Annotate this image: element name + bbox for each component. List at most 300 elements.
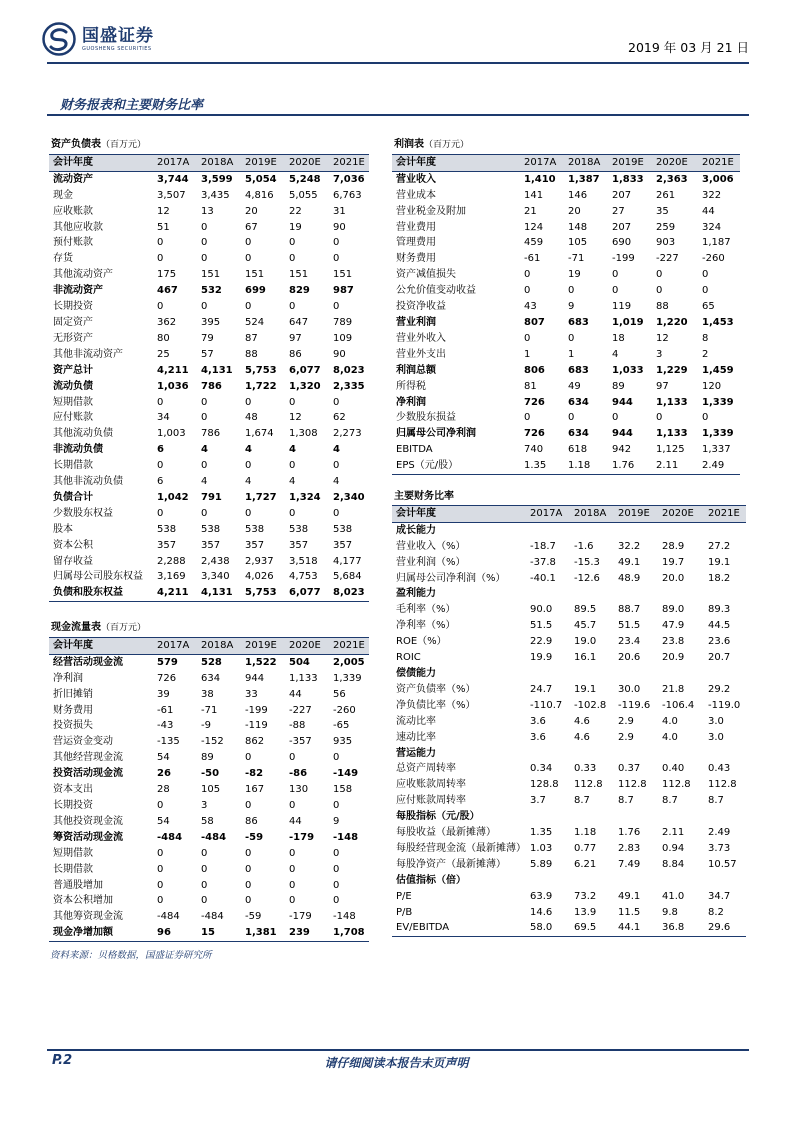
cell-value: 0 bbox=[333, 799, 340, 811]
cell-value: 112.8 bbox=[708, 779, 737, 791]
table-row bbox=[49, 554, 369, 570]
cell-value: 259 bbox=[656, 221, 676, 233]
cell-value: 1,308 bbox=[289, 428, 318, 440]
header-label: 会计年度 bbox=[392, 154, 520, 171]
cell-value: 28 bbox=[157, 784, 170, 796]
cell-value: 324 bbox=[702, 221, 722, 233]
cell-value: -88 bbox=[289, 720, 306, 732]
table-row bbox=[49, 506, 369, 522]
cell-value: 79 bbox=[201, 332, 214, 344]
cell-value: 0 bbox=[524, 412, 531, 424]
row-label: 财务费用 bbox=[396, 253, 436, 265]
cell-value: 3.73 bbox=[708, 842, 731, 854]
cell-value: 3.0 bbox=[708, 731, 724, 743]
table-row bbox=[49, 395, 369, 411]
cell-value: 459 bbox=[524, 237, 544, 249]
cell-value: 80 bbox=[157, 332, 170, 344]
cell-value: 207 bbox=[612, 189, 632, 201]
cell-value: 112.8 bbox=[574, 779, 603, 791]
section-title: 财务报表和主要财务比率 bbox=[60, 98, 204, 113]
cell-value: -61 bbox=[157, 704, 174, 716]
cell-value: 6 bbox=[157, 476, 164, 488]
row-label: 少数股东损益 bbox=[396, 412, 456, 424]
cell-value: 87 bbox=[245, 332, 258, 344]
table-row bbox=[49, 909, 369, 925]
cell-value: 987 bbox=[333, 285, 354, 297]
cell-value: 63.9 bbox=[530, 890, 553, 902]
row-label: 净负债比率（%） bbox=[396, 699, 476, 711]
row-label: 短期借款 bbox=[53, 396, 93, 408]
row-label: 利润总额 bbox=[396, 364, 436, 376]
cell-value: 6,077 bbox=[285, 585, 329, 601]
cell-value: 807 bbox=[524, 316, 545, 328]
cell-value bbox=[658, 666, 704, 682]
row-label: 所得税 bbox=[396, 380, 426, 392]
cell-value: 1,133 bbox=[656, 428, 688, 440]
cell-value: -484 bbox=[157, 831, 183, 843]
row-label: 盈利能力 bbox=[396, 588, 436, 600]
cell-value: 43 bbox=[524, 301, 537, 313]
table-unit: （百万元） bbox=[101, 623, 147, 633]
cell-value: 22 bbox=[289, 205, 302, 217]
cell-value: 1,339 bbox=[702, 428, 734, 440]
cell-value: -40.1 bbox=[530, 572, 556, 584]
cell-value: 3.7 bbox=[530, 795, 546, 807]
table-row bbox=[392, 363, 740, 379]
cell-value: 5,054 bbox=[245, 173, 277, 185]
cell-value: 128.8 bbox=[530, 779, 559, 791]
row-label: 应付账款 bbox=[53, 412, 93, 424]
table-header-row bbox=[392, 505, 746, 522]
cell-value: 261 bbox=[656, 189, 676, 201]
cell-value: 2.83 bbox=[618, 842, 641, 854]
row-label: 存货 bbox=[53, 253, 73, 265]
cell-value: 0 bbox=[289, 396, 296, 408]
cell-value: 62 bbox=[333, 412, 346, 424]
cell-value: 1.18 bbox=[564, 458, 608, 474]
table-row bbox=[49, 458, 369, 474]
cell-value: 362 bbox=[157, 316, 177, 328]
cell-value: 0 bbox=[702, 269, 709, 281]
row-label: 财务费用 bbox=[53, 704, 93, 716]
report-date: 2019 年 03 月 21 日 bbox=[628, 40, 749, 55]
row-label: 偿债能力 bbox=[396, 667, 436, 679]
cell-value: 8.7 bbox=[662, 795, 678, 807]
row-label: 负债和股东权益 bbox=[49, 585, 153, 601]
cell-value: 0 bbox=[245, 879, 252, 891]
cell-value: 34 bbox=[157, 412, 170, 424]
header-year: 2018A bbox=[197, 154, 241, 171]
table-row bbox=[49, 585, 369, 601]
cell-value: 467 bbox=[157, 285, 178, 297]
cell-value: 44 bbox=[289, 688, 302, 700]
cell-value: -50 bbox=[201, 768, 220, 780]
cell-value: 18.2 bbox=[708, 572, 731, 584]
cell-value: 20.9 bbox=[662, 652, 685, 664]
cell-value: 683 bbox=[568, 364, 589, 376]
row-label: 股本 bbox=[53, 523, 73, 535]
cell-value: 0 bbox=[245, 237, 252, 249]
cell-value: 89.3 bbox=[708, 604, 731, 616]
cell-value: 20 bbox=[245, 205, 258, 217]
cell-value: 3,507 bbox=[157, 189, 186, 201]
cell-value: 89 bbox=[612, 380, 625, 392]
cell-value: 30.0 bbox=[618, 683, 641, 695]
table-row bbox=[392, 347, 740, 363]
cell-value: 58.0 bbox=[526, 920, 570, 936]
cell-value: 0 bbox=[333, 507, 340, 519]
row-label: 每股指标（元/股） bbox=[396, 811, 480, 823]
cell-value: 1,674 bbox=[245, 428, 274, 440]
row-label: 净利率（%） bbox=[396, 620, 456, 632]
row-label: ROIC bbox=[396, 652, 421, 664]
table-row bbox=[49, 687, 369, 703]
cell-value: 0 bbox=[157, 863, 164, 875]
row-label: 投资损失 bbox=[53, 720, 93, 732]
cell-value bbox=[614, 666, 658, 682]
table-row bbox=[49, 188, 369, 204]
header-year: 2017A bbox=[520, 154, 564, 171]
cell-value: 4,131 bbox=[201, 364, 233, 376]
cell-value: 726 bbox=[157, 672, 177, 684]
cell-value: 4 bbox=[201, 476, 208, 488]
cell-value: -106.4 bbox=[662, 699, 695, 711]
cell-value: 0.43 bbox=[708, 763, 731, 775]
table-row bbox=[392, 379, 740, 395]
logo-name: 国盛证券 bbox=[82, 26, 154, 46]
header-year: 2019E bbox=[614, 505, 658, 522]
cell-value: 7,036 bbox=[333, 173, 365, 185]
cell-value: 504 bbox=[289, 656, 310, 668]
row-label: 每股净资产（最新摊薄） bbox=[396, 858, 506, 870]
row-label: 非流动资产 bbox=[53, 285, 103, 297]
cell-value: 357 bbox=[157, 539, 177, 551]
cell-value: 0 bbox=[201, 253, 208, 265]
cell-value: 34.7 bbox=[708, 890, 731, 902]
income-statement-table bbox=[392, 137, 740, 475]
cell-value: 1,036 bbox=[157, 380, 189, 392]
cell-value: 146 bbox=[568, 189, 588, 201]
cell-value: 57 bbox=[201, 348, 214, 360]
cell-value: 4,753 bbox=[289, 571, 318, 583]
cell-value: 49.1 bbox=[618, 556, 641, 568]
cell-value: 48 bbox=[245, 412, 258, 424]
cell-value: 48.9 bbox=[618, 572, 641, 584]
row-label: 每股收益（最新摊薄） bbox=[396, 827, 496, 839]
footer-disclaimer: 请仔细阅读本报告末页声明 bbox=[324, 1056, 469, 1070]
cell-value: 786 bbox=[201, 428, 221, 440]
table-row bbox=[392, 634, 746, 650]
cell-value: 791 bbox=[201, 491, 222, 503]
cell-value bbox=[570, 586, 614, 602]
table-row bbox=[392, 920, 746, 936]
cell-value: 151 bbox=[201, 269, 221, 281]
cell-value: 0 bbox=[289, 752, 296, 764]
cell-value: 1,522 bbox=[245, 656, 277, 668]
cell-value: 0 bbox=[612, 269, 619, 281]
cell-value: 357 bbox=[245, 539, 265, 551]
row-label: 现金净增加额 bbox=[49, 925, 153, 941]
cell-value: 1,339 bbox=[333, 672, 362, 684]
cell-value: 1,410 bbox=[524, 173, 556, 185]
cell-value: 944 bbox=[612, 428, 633, 440]
cell-value: 1.18 bbox=[574, 827, 597, 839]
row-label: 净利润 bbox=[396, 396, 426, 408]
row-label: 资本公积 bbox=[53, 539, 93, 551]
cell-value: 395 bbox=[201, 316, 221, 328]
cell-value: -135 bbox=[157, 736, 180, 748]
cell-value: 1,387 bbox=[568, 173, 600, 185]
cell-value: 90 bbox=[333, 221, 346, 233]
cell-value: 0 bbox=[157, 396, 164, 408]
cell-value: 96 bbox=[153, 925, 197, 941]
cell-value bbox=[614, 873, 658, 889]
cell-value: 2.11 bbox=[652, 458, 698, 474]
cell-value: 0 bbox=[157, 301, 164, 313]
cell-value: 726 bbox=[524, 396, 545, 408]
row-label: 应收账款周转率 bbox=[396, 779, 466, 791]
cell-value: 4 bbox=[333, 476, 340, 488]
logo-icon bbox=[42, 22, 76, 56]
cell-value: 88 bbox=[656, 301, 669, 313]
cell-value: 789 bbox=[333, 316, 353, 328]
cell-value: 2.49 bbox=[698, 458, 740, 474]
cell-value: -37.8 bbox=[530, 556, 556, 568]
row-label: 折旧摊销 bbox=[53, 688, 93, 700]
cell-value: 44.1 bbox=[614, 920, 658, 936]
cell-value: 4 bbox=[201, 444, 208, 456]
cell-value: 1,381 bbox=[241, 925, 285, 941]
cell-value: 3.0 bbox=[708, 715, 724, 727]
cell-value: 0 bbox=[568, 285, 575, 297]
header-year: 2021E bbox=[329, 637, 369, 654]
row-label: P/B bbox=[396, 906, 413, 918]
cell-value: 14.6 bbox=[530, 906, 553, 918]
financial-ratios-table bbox=[392, 489, 746, 937]
cash-flow-table bbox=[49, 620, 369, 942]
row-label: 长期借款 bbox=[53, 460, 93, 472]
cell-value: 51.5 bbox=[618, 620, 641, 632]
row-label: 资产负债率（%） bbox=[396, 683, 476, 695]
section-divider bbox=[47, 114, 749, 116]
cell-value: -12.6 bbox=[574, 572, 600, 584]
cell-value: 4 bbox=[245, 444, 252, 456]
cell-value: -15.3 bbox=[574, 556, 600, 568]
cell-value bbox=[614, 586, 658, 602]
row-label: 营业外支出 bbox=[396, 348, 446, 360]
table-row bbox=[392, 730, 746, 746]
cell-value: 8,023 bbox=[333, 364, 365, 376]
table-row bbox=[392, 171, 740, 187]
cell-value: 44 bbox=[289, 815, 302, 827]
cell-value: 44.5 bbox=[708, 620, 731, 632]
cell-value: 2,005 bbox=[333, 656, 365, 668]
cell-value: 0 bbox=[289, 253, 296, 265]
footer-divider bbox=[47, 1049, 749, 1051]
cell-value: 3.6 bbox=[530, 731, 546, 743]
cell-value: 0 bbox=[702, 412, 709, 424]
cell-value: 86 bbox=[245, 815, 258, 827]
cell-value: 0 bbox=[201, 507, 208, 519]
cell-value: 7.49 bbox=[618, 858, 641, 870]
table-row bbox=[392, 571, 746, 587]
row-label: 速动比率 bbox=[396, 731, 436, 743]
cell-value: 119 bbox=[612, 301, 632, 313]
cell-value: 4.6 bbox=[574, 731, 590, 743]
cell-value: 8.7 bbox=[618, 795, 634, 807]
cell-value: 13 bbox=[201, 205, 214, 217]
cell-value: 2,937 bbox=[245, 555, 274, 567]
cell-value: 4.0 bbox=[662, 731, 678, 743]
cell-value: -71 bbox=[201, 704, 218, 716]
row-label: 短期借款 bbox=[53, 847, 93, 859]
cell-value: 89 bbox=[201, 752, 214, 764]
cell-value: 109 bbox=[333, 332, 353, 344]
cell-value: 0 bbox=[524, 285, 531, 297]
cell-value: 33 bbox=[245, 688, 258, 700]
cell-value: 49.1 bbox=[618, 890, 641, 902]
cell-value: 151 bbox=[333, 269, 353, 281]
row-label: 营业利润（%） bbox=[396, 556, 466, 568]
cell-value: 634 bbox=[568, 396, 589, 408]
table-row bbox=[392, 746, 746, 762]
cell-value: 15 bbox=[197, 925, 241, 941]
cell-value bbox=[614, 522, 658, 538]
table-row bbox=[49, 522, 369, 538]
cell-value: 5,753 bbox=[245, 364, 277, 376]
cell-value: 683 bbox=[568, 316, 589, 328]
header-year: 2021E bbox=[704, 505, 746, 522]
cell-value: 0 bbox=[524, 332, 531, 344]
cell-value bbox=[570, 666, 614, 682]
cell-value: 1,042 bbox=[157, 491, 189, 503]
cell-value: 0 bbox=[201, 847, 208, 859]
row-label: 营业收入 bbox=[396, 173, 436, 185]
cell-value: 0 bbox=[333, 863, 340, 875]
table-title-row bbox=[392, 489, 746, 505]
table-title-row bbox=[392, 137, 740, 154]
cell-value: -484 bbox=[201, 831, 227, 843]
cell-value bbox=[658, 522, 704, 538]
cell-value: 19.0 bbox=[574, 636, 597, 648]
row-label: 负债合计 bbox=[53, 491, 93, 503]
header-year: 2017A bbox=[153, 637, 197, 654]
table-row bbox=[49, 347, 369, 363]
table-row bbox=[392, 889, 746, 905]
table-row bbox=[392, 666, 746, 682]
row-label: 筹资活动现金流 bbox=[53, 831, 123, 843]
cell-value bbox=[704, 666, 746, 682]
table-row bbox=[392, 793, 746, 809]
cell-value: 538 bbox=[157, 523, 177, 535]
cell-value: 69.5 bbox=[570, 920, 614, 936]
row-label: 营运能力 bbox=[396, 747, 436, 759]
cell-value bbox=[570, 809, 614, 825]
cell-value: 0 bbox=[157, 799, 164, 811]
cell-value: 58 bbox=[201, 815, 214, 827]
cell-value: -260 bbox=[702, 253, 725, 265]
row-label: 资产减值损失 bbox=[396, 269, 456, 281]
cell-value: 0 bbox=[157, 253, 164, 265]
cell-value: -199 bbox=[245, 704, 268, 716]
table-row bbox=[49, 474, 369, 490]
cell-value: 0.34 bbox=[530, 763, 553, 775]
cell-value: -110.7 bbox=[530, 699, 563, 711]
row-label: 管理费用 bbox=[396, 237, 436, 249]
cell-value: 3 bbox=[656, 348, 663, 360]
cell-value: 5.89 bbox=[530, 858, 553, 870]
table-row bbox=[392, 777, 746, 793]
row-label: 营业成本 bbox=[396, 189, 436, 201]
source-note: 资料来源：贝格数据，国盛证券研究所 bbox=[50, 950, 212, 961]
cell-value bbox=[704, 873, 746, 889]
cell-value: 942 bbox=[612, 444, 632, 456]
table-row bbox=[49, 654, 369, 670]
table-row bbox=[392, 650, 746, 666]
cell-value: 28.9 bbox=[662, 540, 685, 552]
cell-value: 1,459 bbox=[702, 364, 734, 376]
cell-value: 4 bbox=[289, 444, 296, 456]
cell-value: 2,363 bbox=[656, 173, 688, 185]
table-row bbox=[392, 539, 746, 555]
row-label: 固定资产 bbox=[53, 316, 93, 328]
cell-value: 12 bbox=[157, 205, 170, 217]
cell-value: 10.57 bbox=[708, 858, 737, 870]
brand-logo bbox=[42, 22, 154, 56]
table-row bbox=[392, 761, 746, 777]
table-row bbox=[49, 734, 369, 750]
cell-value: 532 bbox=[201, 285, 222, 297]
header-year: 2018A bbox=[570, 505, 614, 522]
cell-value: 726 bbox=[524, 428, 545, 440]
cell-value: 3 bbox=[201, 799, 208, 811]
cell-value: 1,722 bbox=[245, 380, 277, 392]
cell-value: 5,684 bbox=[333, 571, 362, 583]
cell-value: 39 bbox=[157, 688, 170, 700]
cell-value: 54 bbox=[157, 815, 170, 827]
row-label: 营业利润 bbox=[396, 316, 436, 328]
cell-value: 112.8 bbox=[662, 779, 691, 791]
cell-value: 0 bbox=[157, 237, 164, 249]
table-row bbox=[49, 782, 369, 798]
table-row bbox=[49, 410, 369, 426]
cell-value bbox=[704, 809, 746, 825]
cell-value: 862 bbox=[245, 736, 265, 748]
row-label: 其他流动负债 bbox=[53, 428, 113, 440]
cell-value: 24.7 bbox=[530, 683, 553, 695]
table-row bbox=[49, 893, 369, 909]
cell-value: -65 bbox=[333, 720, 350, 732]
table-row bbox=[392, 442, 740, 458]
cell-value: 2.11 bbox=[662, 827, 685, 839]
cell-value: 944 bbox=[612, 396, 633, 408]
cell-value: 89.5 bbox=[574, 604, 597, 616]
cell-value: 528 bbox=[201, 656, 222, 668]
cell-value: 0 bbox=[333, 752, 340, 764]
table-row bbox=[49, 671, 369, 687]
cell-value: 647 bbox=[289, 316, 309, 328]
row-label: 应收账款 bbox=[53, 205, 93, 217]
cell-value: -86 bbox=[289, 768, 308, 780]
cell-value: 0 bbox=[656, 269, 663, 281]
cell-value: 89.0 bbox=[662, 604, 685, 616]
row-label: 长期借款 bbox=[53, 863, 93, 875]
table-row bbox=[392, 602, 746, 618]
cell-value: -148 bbox=[333, 911, 356, 923]
cell-value: 18 bbox=[612, 332, 625, 344]
row-label: ROE（%） bbox=[396, 636, 447, 648]
row-label: 现金 bbox=[53, 189, 73, 201]
